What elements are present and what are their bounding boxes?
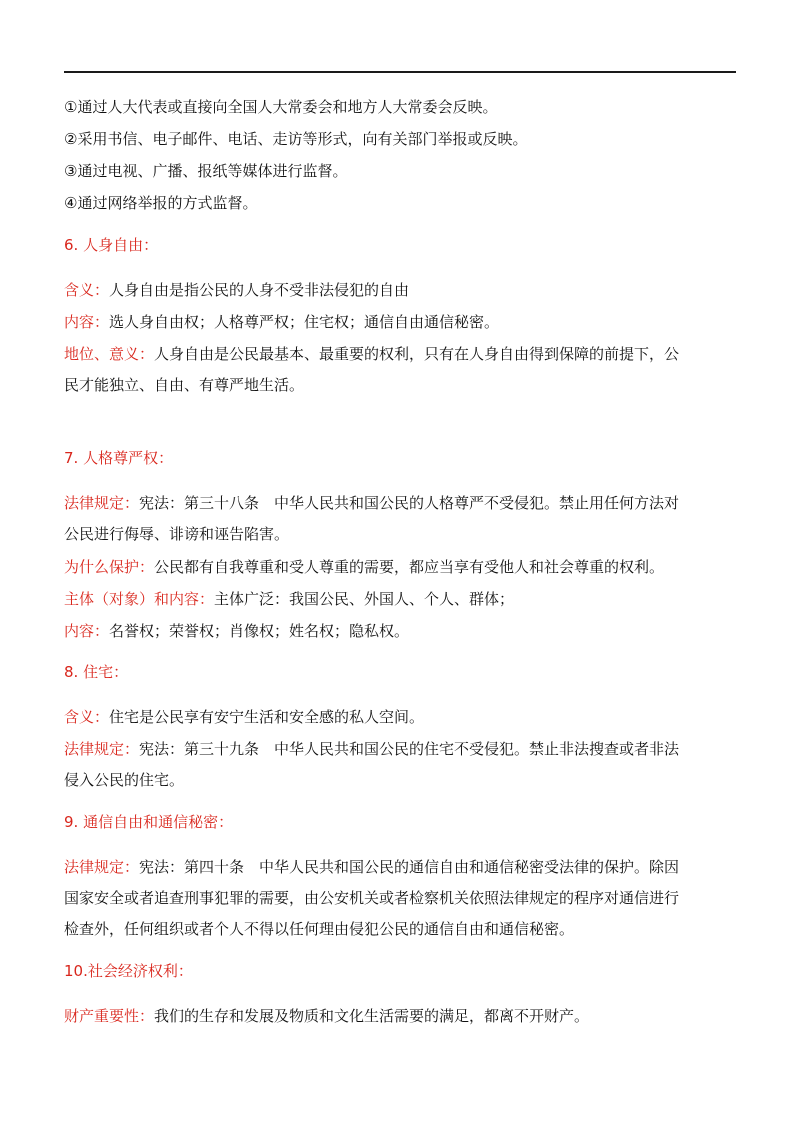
label: 财产重要性： (64, 1007, 155, 1025)
paragraph-subject (64, 589, 744, 609)
label: 含义： (64, 708, 110, 726)
paragraph-property (64, 1006, 744, 1026)
text: 公民都有自我尊重和受人尊重的需要，都应当享有受他人和社会尊重的权利。 (154, 558, 665, 576)
section-heading-7: 7. 人格尊严权： (64, 449, 174, 467)
text: 名誉权；荣誉权；肖像权；姓名权；隐私权。 (109, 622, 410, 640)
text: 人身自由是公民最基本、最重要的权利，只有在人身自由得到保障的前提下，公 (154, 345, 680, 363)
label: 法律规定： (64, 858, 140, 876)
text: 主体广泛：我国公民、外国人、个人、群体； (214, 590, 515, 608)
text: 选人身自由权；人格尊严权；住宅权；通信自由通信秘密。 (109, 313, 500, 331)
label: 地位、意义： (64, 345, 155, 363)
paragraph-meaning (64, 707, 744, 727)
section-heading-6: 6. 人身自由： (64, 236, 159, 254)
section-heading-8: 8. 住宅： (64, 663, 129, 681)
paragraph-why (64, 557, 744, 577)
label: 为什么保护： (64, 558, 155, 576)
paragraph-law (64, 493, 744, 513)
header-rule (64, 71, 736, 73)
list-item: ①通过人大代表或直接向全国人大常委会和地方人大常委会反映。 (64, 98, 498, 116)
label: 法律规定： (64, 740, 140, 758)
list-item: ③通过电视、广播、报纸等媒体进行监督。 (64, 162, 348, 180)
text: 宪法：第四十条 中华人民共和国公民的通信自由和通信秘密受法律的保护。除因 (139, 858, 680, 876)
paragraph-law (64, 857, 744, 877)
paragraph-content (64, 621, 744, 641)
list-item: ②采用书信、电子邮件、电话、走访等形式，向有关部门举报或反映。 (64, 130, 528, 148)
text: 我们的生存和发展及物质和文化生活需要的满足，都离不开财产。 (154, 1007, 590, 1025)
paragraph-law (64, 739, 744, 759)
paragraph-law-cont: 侵入公民的住宅。 (64, 771, 185, 789)
text: 宪法：第三十八条 中华人民共和国公民的人格尊严不受侵犯。禁止用任何方法对 (139, 494, 680, 512)
label: 内容： (64, 313, 110, 331)
paragraph-law-cont: 检查外，任何组织或者个人不得以任何理由侵犯公民的通信自由和通信秘密。 (64, 920, 575, 938)
text: 宪法：第三十九条 中华人民共和国公民的住宅不受侵犯。禁止非法搜查或者非法 (139, 740, 680, 758)
paragraph-status-cont: 民才能独立、自由、有尊严地生活。 (64, 376, 305, 394)
section-heading-10: 10.社会经济权利： (64, 962, 193, 980)
label: 内容： (64, 622, 110, 640)
paragraph-content (64, 312, 744, 332)
text: 住宅是公民享有安宁生活和安全感的私人空间。 (109, 708, 425, 726)
section-heading-9: 9. 通信自由和通信秘密： (64, 813, 234, 831)
paragraph-law-cont: 公民进行侮辱、诽谤和诬告陷害。 (64, 525, 290, 543)
paragraph-status (64, 344, 744, 364)
text: 人身自由是指公民的人身不受非法侵犯的自由 (109, 281, 410, 299)
label: 含义： (64, 281, 110, 299)
list-item: ④通过网络举报的方式监督。 (64, 194, 258, 212)
label: 主体（对象）和内容： (64, 590, 215, 608)
paragraph-meaning (64, 280, 744, 300)
paragraph-law-cont: 国家安全或者追查刑事犯罪的需要，由公安机关或者检察机关依照法律规定的程序对通信进行 (64, 889, 680, 907)
label: 法律规定： (64, 494, 140, 512)
